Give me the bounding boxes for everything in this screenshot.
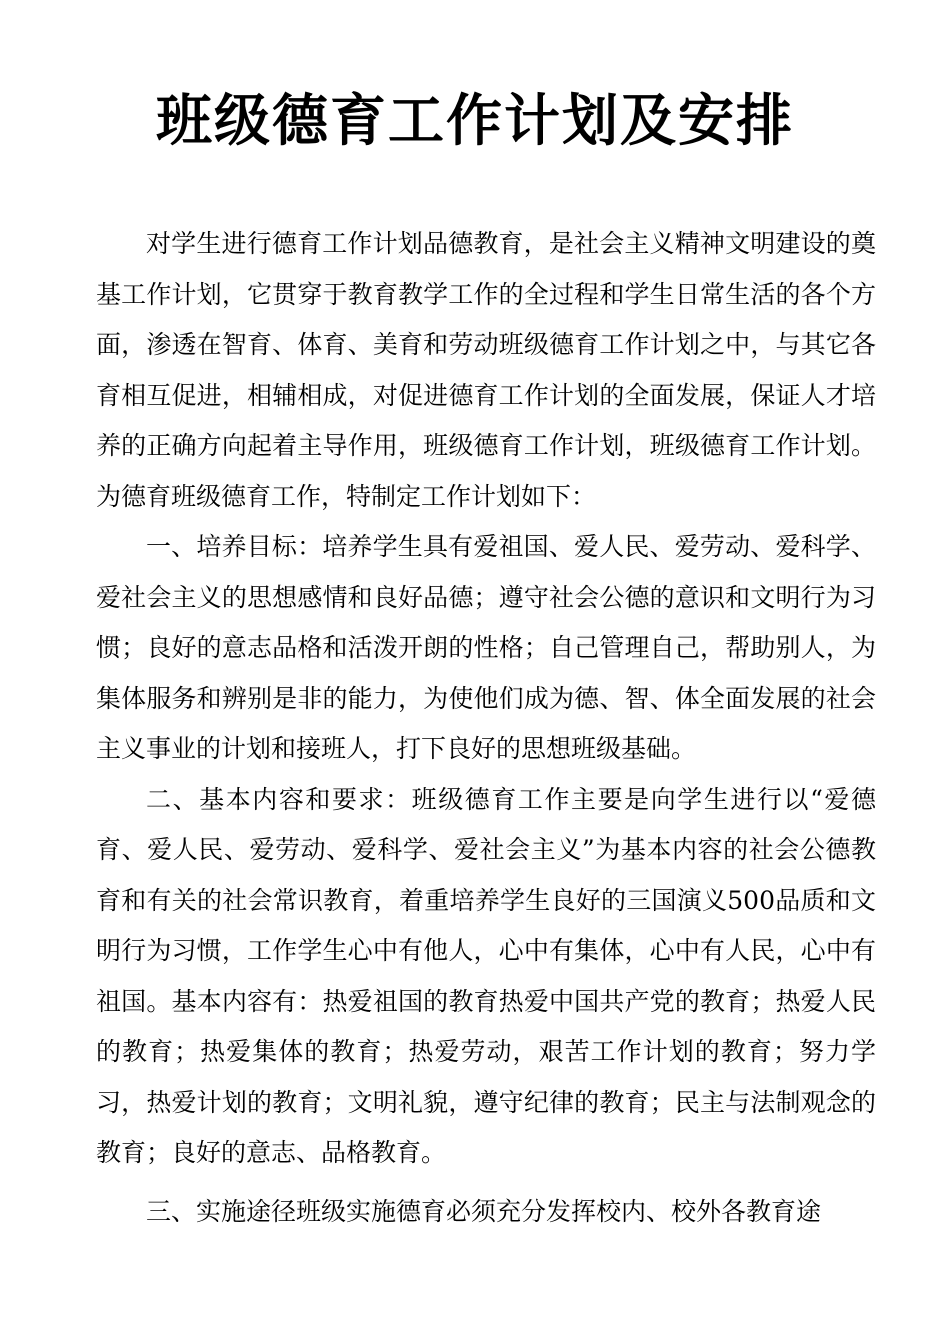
paragraph-intro: 对学生进行德育工作计划品德教育，是社会主义精神文明建设的奠基工作计划，它贯穿于教育教学工作的全过程和学生日常生活的各个方面，渗透在智育、体育、美育和劳动班级德育工作计划之中，与其它各育相互促进，相辅相成，对促进德育工作计划的全面发展，保证人才培养的正确方向起着主导作用，班级德育工作计划，班级德育工作计划。为德育班级德育工作，特制定工作计划如下： — [96, 229, 876, 511]
paragraph-goals: 一、培养目标：培养学生具有爱祖国、爱人民、爱劳动、爱科学、爱社会主义的思想感情和良好品德；遵守社会公德的意识和文明行为习惯；良好的意志品格和活泼开朗的性格；自己管理自己，帮助别人，为集体服务和辨别是非的能力，为使他们成为德、智、体全面发展的社会主义事业的计划和接班人，打下良好的思想班级基础。 — [96, 532, 876, 763]
paragraph-content-requirements: 二、基本内容和要求：班级德育工作主要是向学生进行以“爱德育、爱人民、爱劳动、爱科学、爱社会主义”为基本内容的社会公德教育和有关的社会常识教育，着重培养学生良好的三国演义500品质和文明行为习惯，工作学生心中有他人，心中有集体，心中有人民，心中有祖国。基本内容有：热爱祖国的教育热爱中国共产党的教育；热爱人民的教育；热爱集体的教育；热爱劳动，艰苦工作计划的教育；努力学习，热爱计划的教育；文明礼貌，遵守纪律的教育；民主与法制观念的教育；良好的意志、品格教育。 — [96, 784, 876, 1167]
document-title: 班级德育工作计划及安排 — [156, 89, 794, 154]
paragraph-implementation: 三、实施途径班级实施德育必须充分发挥校内、校外各教育途 — [146, 1196, 822, 1226]
document-body — [96, 219, 876, 1237]
